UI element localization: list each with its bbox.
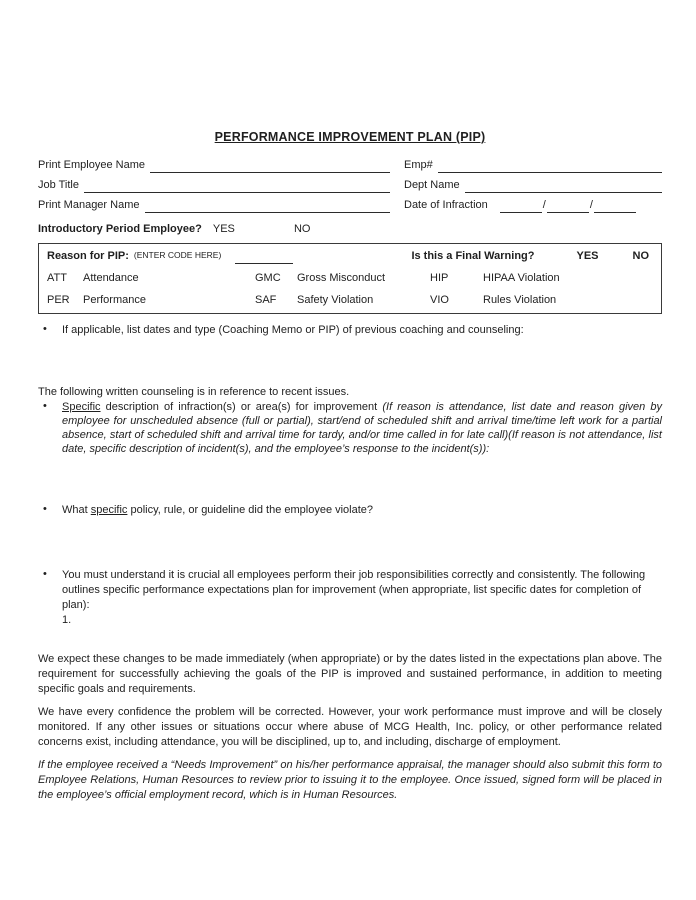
- code-gmc-desc: Gross Misconduct: [297, 272, 386, 284]
- introductory-period-yes-option[interactable]: YES: [212, 223, 235, 235]
- expectations-item-1: 1.: [62, 614, 72, 626]
- final-warning-no-option[interactable]: NO: [632, 250, 649, 262]
- previous-coaching-text: If applicable, list dates and type (Coaching Memo or PIP) of previous coaching and counseling:: [62, 324, 524, 336]
- bullet-marker: •: [43, 568, 47, 580]
- final-warning-label: Is this a Final Warning?: [411, 250, 535, 262]
- emp-number-label: Emp#: [404, 159, 433, 171]
- final-warning-yes-option[interactable]: YES: [576, 250, 599, 262]
- code-per-desc: Performance: [83, 294, 146, 306]
- code-vio: VIO: [430, 294, 449, 306]
- field-emp-number: [404, 155, 662, 175]
- paragraph-confidence: We have every confidence the problem will be corrected. However, your work performance must improve and will be closely monitored. If any other issues or situations occur where abuse of MCG Health, Inc. policy, or other performance related concerns exist, including attendance, you will be disciplined, up to, and including, discharge of employment.: [38, 706, 662, 748]
- introductory-period-question: [38, 222, 662, 238]
- bullet-expectations: [38, 568, 662, 628]
- bullet-marker: •: [43, 503, 47, 515]
- date-of-infraction-label: Date of Infraction: [404, 199, 488, 211]
- emp-number-blank[interactable]: [438, 160, 662, 173]
- page-title: PERFORMANCE IMPROVEMENT PLAN (PIP): [214, 130, 486, 144]
- reason-for-pip-box: [38, 243, 662, 314]
- paragraph-needs-improvement-note: If the employee received a “Needs Improvement” on his/her performance appraisal, the manager should also submit this form to Employee Relations, Human Resources to review prior to issuing it to the employee. Once issued, signed form will be placed in the employee’s official employment record, which is in Human Resources.: [38, 759, 662, 801]
- code-hip-desc: HIPAA Violation: [483, 272, 560, 284]
- reason-code-blank[interactable]: [235, 252, 293, 264]
- bullet-previous-coaching: [38, 323, 662, 338]
- specific-description-text: description of infraction(s) or area(s) for improvement: [100, 401, 383, 413]
- code-per: PER: [47, 294, 70, 306]
- policy-question-post: policy, rule, or guideline did the employee violate?: [127, 504, 374, 516]
- enter-code-hint: (ENTER CODE HERE): [133, 250, 222, 260]
- infraction-month-blank[interactable]: [500, 200, 542, 213]
- bullet-marker: •: [43, 323, 47, 335]
- policy-question-underlined: specific: [90, 504, 128, 516]
- reason-code-list: [47, 271, 653, 308]
- code-att: ATT: [47, 272, 67, 284]
- reason-box-header: [47, 247, 653, 264]
- policy-question-pre: What: [62, 504, 91, 516]
- code-gmc: GMC: [255, 272, 281, 284]
- field-print-manager-name: [38, 195, 404, 215]
- introductory-period-label: Introductory Period Employee?: [38, 223, 202, 235]
- expectations-text: You must understand it is crucial all employees perform their job responsibilities correctly and consistently. The following outlines specific performance expectations plan for improvement (when appropriate, list specific dates for completion of plan):: [62, 569, 646, 611]
- code-vio-desc: Rules Violation: [483, 294, 557, 306]
- bullet-specific-description: [38, 400, 662, 456]
- code-att-desc: Attendance: [83, 272, 139, 284]
- print-employee-name-label: Print Employee Name: [38, 159, 145, 171]
- final-warning-group: [411, 249, 653, 264]
- introductory-period-no-option[interactable]: NO: [293, 223, 311, 235]
- bullet-policy-question: [38, 503, 662, 518]
- bullet-marker: •: [43, 400, 47, 412]
- code-saf-desc: Safety Violation: [297, 294, 374, 306]
- job-title-blank[interactable]: [84, 180, 390, 193]
- reference-line: The following written counseling is in reference to recent issues.: [38, 386, 350, 398]
- print-manager-name-label: Print Manager Name: [38, 199, 140, 211]
- infraction-day-blank[interactable]: [547, 200, 589, 213]
- header-fields: [38, 155, 662, 215]
- field-date-of-infraction: [404, 195, 662, 215]
- field-dept-name: [404, 175, 662, 195]
- dept-name-blank[interactable]: [465, 180, 662, 193]
- dept-name-label: Dept Name: [404, 179, 460, 191]
- job-title-label: Job Title: [38, 179, 79, 191]
- code-hip: HIP: [430, 272, 449, 284]
- date-separator: /: [542, 199, 546, 211]
- specific-underlined: Specific: [62, 401, 101, 413]
- infraction-year-blank[interactable]: [594, 200, 636, 213]
- date-separator: /: [589, 199, 593, 211]
- specific-description-italic: (If reason is attendance, list date and reason given by employee for unscheduled absence (full or partial), start/end of scheduled shift and arrival time/time left work for a partial absence, start of scheduled shift and arrival time for tardy, and/or time called in for late call)(If reason is not attendance, list date, specific description of incident(s), and the employee’s response to the incident(s)):: [62, 401, 662, 455]
- print-manager-name-blank[interactable]: [145, 200, 391, 213]
- field-job-title: [38, 175, 404, 195]
- paragraph-expectations-plan: We expect these changes to be made immediately (when appropriate) or by the dates listed in the expectations plan above. The requirement for successfully achieving the goals of the PIP is improved and sustained performance, in addition to meeting specific goals and requirements.: [38, 653, 662, 695]
- print-employee-name-blank[interactable]: [150, 160, 390, 173]
- field-print-employee-name: [38, 155, 404, 175]
- reason-for-pip-label: Reason for PIP:: [47, 250, 129, 262]
- code-saf: SAF: [255, 294, 277, 306]
